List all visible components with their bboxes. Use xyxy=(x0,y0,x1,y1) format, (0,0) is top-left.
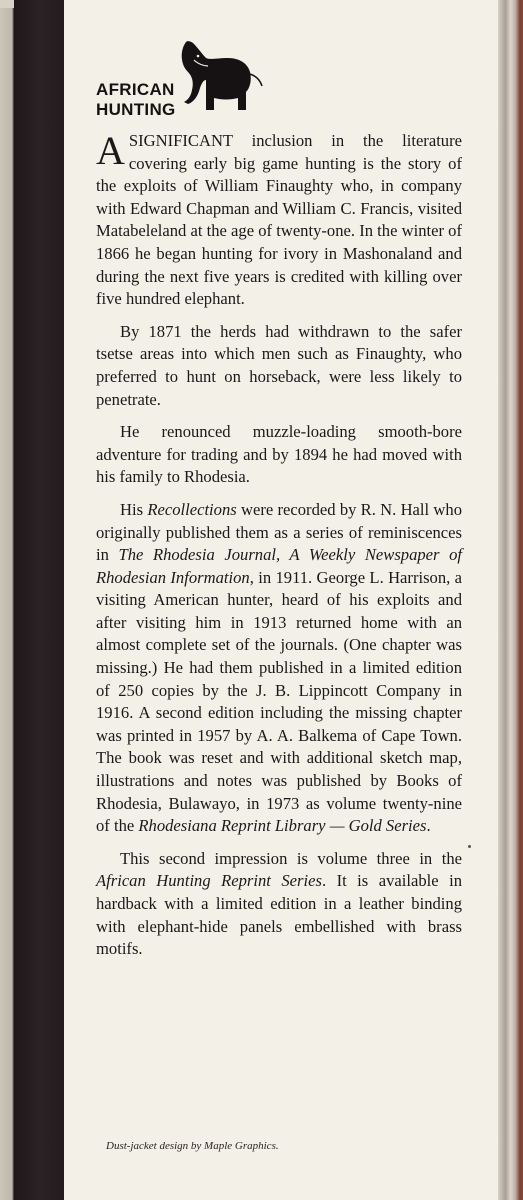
book-spine xyxy=(14,0,64,1200)
logo-line-2: HUNTING xyxy=(96,100,176,119)
p4-segment-c: , in 1911. George L. Harrison, a visiting American hunter, heard of his exploits and after visiting him in 1913 returned home with an almost complete set of the journals. (One chapter was missing.) He had them published in a limited edition of 250 copies by the J. B. Lippincott Company in 1916. A second edition including the missing chapter was printed in 1957 by A. A. Balkema of Cape Town. The book was reset and with additional sketch map, illustrations and notes was published by Books of Rhodesia, Bulawayo, in 1973 as volume twenty-nine of the xyxy=(96,567,463,836)
paragraph-5 xyxy=(96,848,462,961)
logo-wordmark xyxy=(96,80,176,120)
paragraph-2: By 1871 the herds had withdrawn to the safer tsetse areas into which men such as Finaughty, who preferred to hunt on horseback, were less likely to penetrate. xyxy=(96,321,462,409)
print-speck xyxy=(468,845,471,848)
elephant-icon xyxy=(176,40,264,116)
p4-title-library: Rhodesiana Reprint Library — Gold Series xyxy=(138,816,427,836)
jacket-right-edge xyxy=(498,0,523,1200)
blurb-text xyxy=(96,130,462,971)
p4-title-journal: The Rhodesia Journal, A Weekly Newspaper of Rhodesian Information xyxy=(96,545,462,587)
p4-segment-b: were recorded by R. N. Hall who originally published them as a series of reminiscences in xyxy=(96,499,462,565)
design-credit: Dust-jacket design by Maple Graphics. xyxy=(106,1140,279,1152)
paragraph-1-text: SIGNIFICANT inclusion in the literature covering early big game hunting is the story of the exploits of William Finaughty who, in company with Edward Chapman and William C. Francis, visited Matabeleland at the age of twenty-one. In the winter of 1866 he began hunting for ivory in Mashonaland and during the next five years is credited with killing over five hundred elephant. xyxy=(96,131,462,309)
p5-segment-b: . It is available in hardback with a limited edition in a leather binding with elephant-hide panels embellished with brass motifs. xyxy=(96,871,462,959)
series-logo xyxy=(96,40,276,120)
p5-segment-a: This second impression is volume three in the xyxy=(120,848,462,868)
logo-line-1: AFRICAN xyxy=(96,80,175,99)
drop-cap: A xyxy=(96,128,125,173)
paragraph-4 xyxy=(96,499,462,838)
p5-title-series: African Hunting Reprint Series xyxy=(96,871,322,891)
p4-title-recollections: Recollections xyxy=(147,499,237,519)
paragraph-3: He renounced muzzle-loading smooth-bore adventure for trading and by 1894 he had moved with his family to Rhodesia. xyxy=(96,422,462,487)
paragraph-1 xyxy=(96,130,462,311)
p4-segment-a: His xyxy=(120,499,148,519)
p4-segment-d: . xyxy=(426,816,431,836)
